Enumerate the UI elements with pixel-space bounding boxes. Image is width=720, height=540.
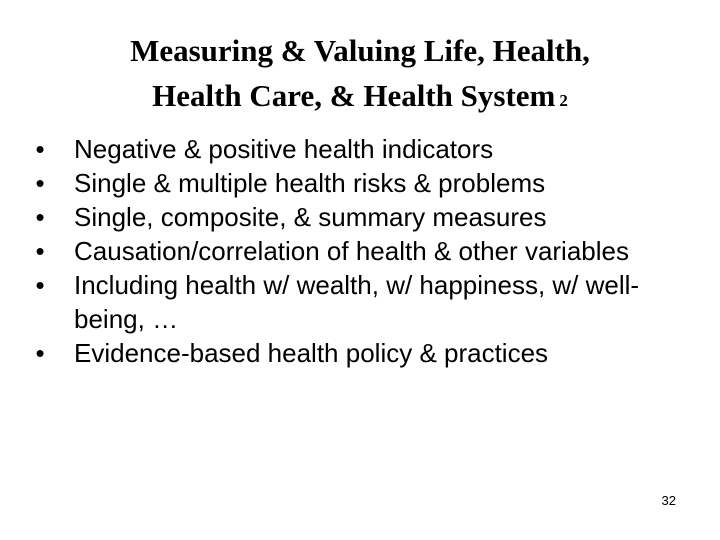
bullet-icon: • (35, 202, 45, 232)
bullet-item (30, 166, 690, 200)
title-line-1: Measuring & Valuing Life, Health, (130, 33, 590, 68)
bullet-item (30, 200, 690, 234)
title-number: 2 (559, 91, 568, 110)
bullet-icon: • (35, 338, 45, 368)
bullet-text: Negative & positive health indicators (74, 134, 494, 164)
bullet-list (30, 132, 690, 370)
title-line-2-text: Health Care, & Health System (152, 78, 556, 113)
bullet-item (30, 268, 690, 336)
bullet-icon: • (35, 134, 45, 164)
page-number: 32 (661, 493, 676, 508)
bullet-text: Single & multiple health risks & problems (74, 168, 546, 198)
title-line-2 (60, 73, 660, 123)
bullet-icon: • (35, 168, 45, 198)
bullet-text: Causation/correlation of health & other variables (74, 236, 629, 266)
bullet-item (30, 336, 690, 370)
bullet-item (30, 234, 690, 268)
bullet-icon: • (35, 236, 45, 266)
bullet-text: Evidence-based health policy & practices (74, 338, 549, 368)
slide-title (60, 28, 660, 123)
bullet-icon: • (35, 270, 45, 300)
bullet-text: Including health w/ wealth, w/ happiness, w/ well-being, … (74, 270, 640, 334)
bullet-item (30, 132, 690, 166)
bullet-text: Single, composite, & summary measures (74, 202, 547, 232)
